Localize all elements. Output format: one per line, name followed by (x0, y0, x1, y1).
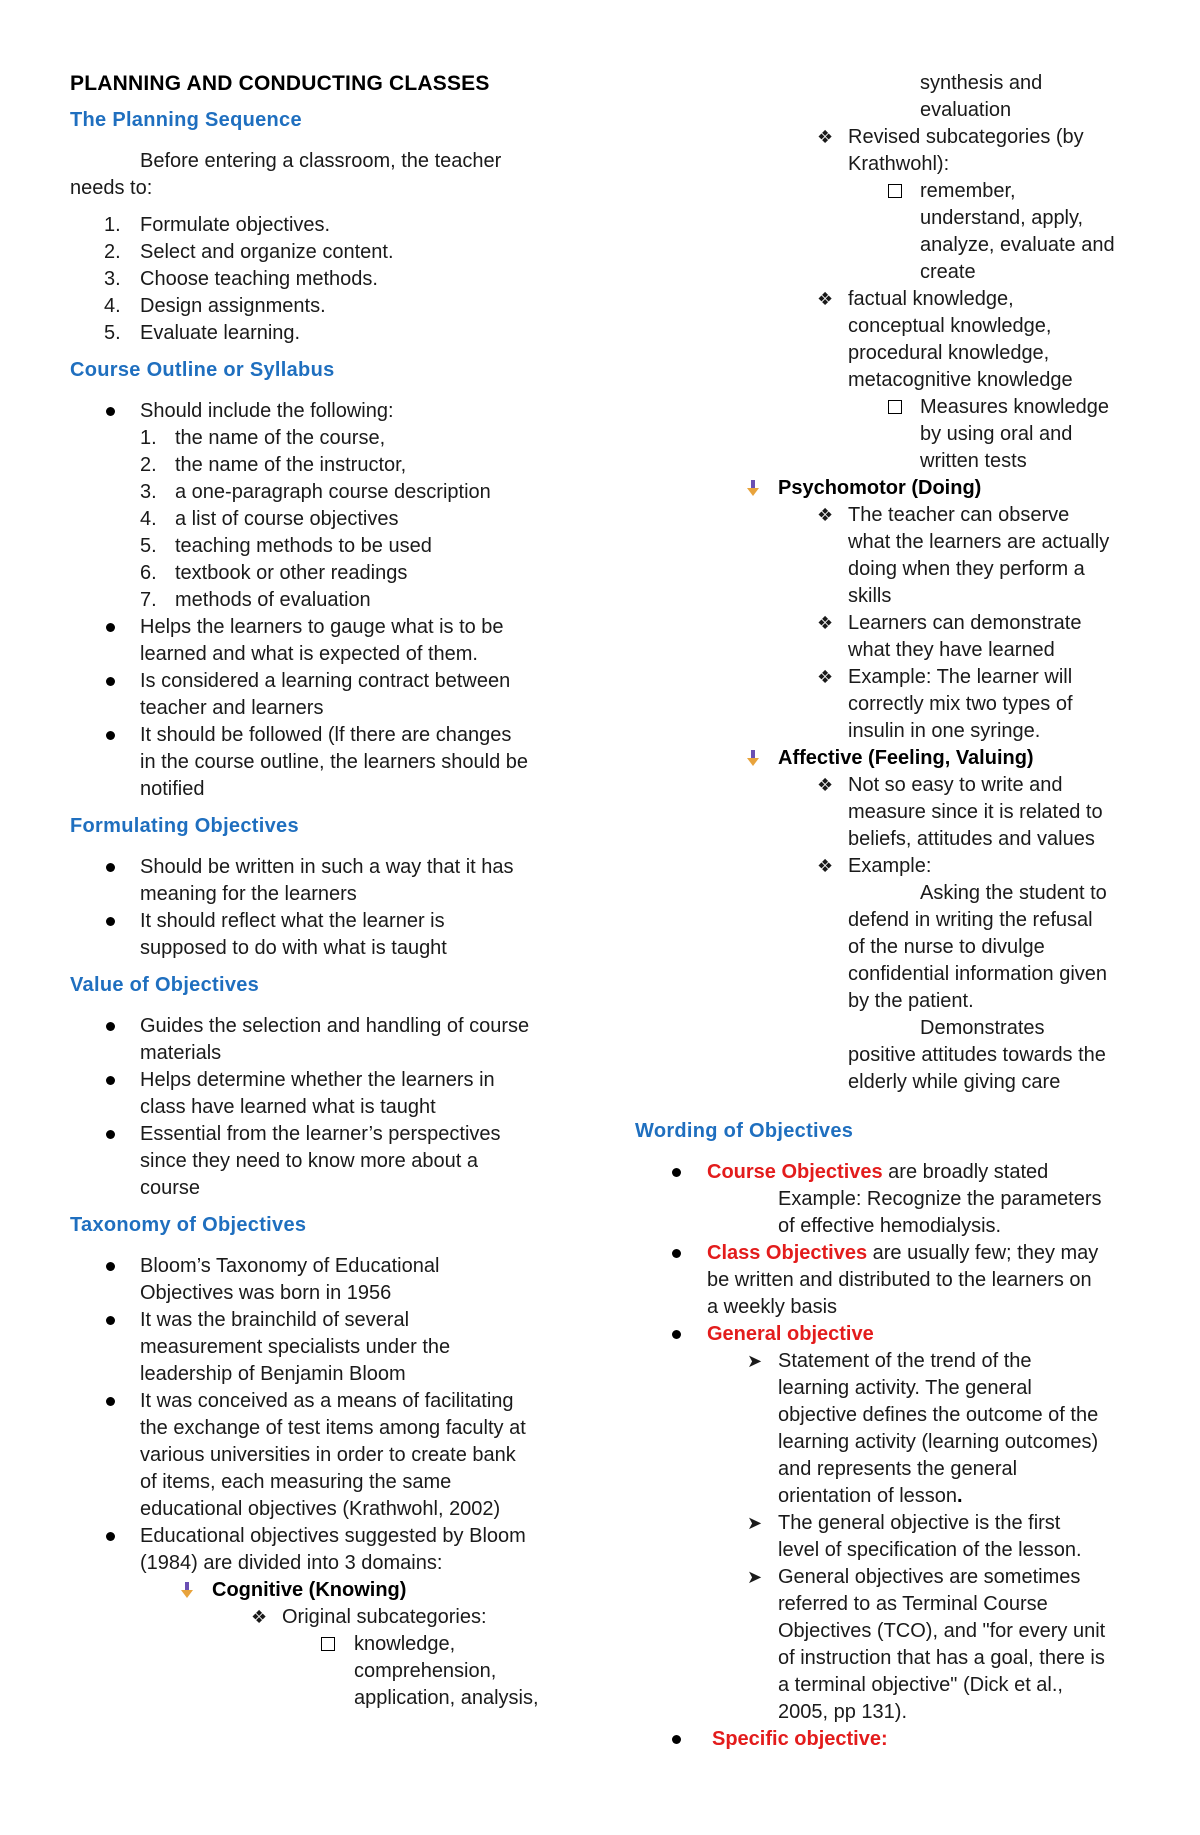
diamond-bullet-icon: ❖ (817, 775, 834, 795)
list-item: ➤ General objectives are sometimes referred to as Terminal Course Objectives (TCO), and "for every unit of instruction that has a goal, there is a terminal objective" (Dick et al., 2005, pp 131). (747, 1566, 1106, 1723)
page-title: PLANNING AND CONDUCTING CLASSES (70, 72, 490, 95)
down-arrow-icon (180, 1580, 194, 1600)
list-item: ❖ Learners can demonstrate what they have learned (817, 612, 1082, 661)
arrowhead-bullet-icon: ➤ (747, 1567, 763, 1587)
list-item: ➤ Statement of the trend of the learning activity. The general objective defines the outcome of the learning activity (learning outcomes) and represents the general orientation of lesson. (747, 1350, 1099, 1507)
arrowhead-bullet-icon: ➤ (747, 1351, 763, 1371)
domain-psychomotor: Psychomotor (Doing) (635, 475, 1145, 502)
heading-taxonomy: Taxonomy of Objectives (70, 1214, 307, 1236)
list-item: Bloom’s Taxonomy of Educational Objectives was born in 1956 (70, 1253, 590, 1307)
list-item: Class Objectives are usually few; they may be written and distributed to the learners on a weekly basis (635, 1240, 1145, 1321)
list-item: 4. a list of course objectives (140, 508, 399, 530)
diamond-bullet-icon: ❖ (817, 667, 834, 687)
list-item: Is considered a learning contract between teacher and learners (70, 668, 590, 722)
list-item: Measures knowledge by using oral and written tests (635, 394, 1145, 475)
list-item: Helps the learners to gauge what is to be learned and what is expected of them. (70, 614, 590, 668)
list-item: 4. Design assignments. (104, 295, 326, 317)
taxonomy-list (70, 1253, 590, 1712)
list-item: Educational objectives suggested by Bloom (1984) are divided into 3 domains: (70, 1523, 590, 1577)
diamond-bullet-icon: ❖ (817, 127, 834, 147)
heading-wording-of-objectives: Wording of Objectives (635, 1120, 854, 1142)
list-item: 6. textbook or other readings (140, 562, 408, 584)
arrowhead-bullet-icon: ➤ (747, 1513, 763, 1533)
list-item: 3. a one-paragraph course description (140, 481, 491, 503)
list-item: 1. the name of the course, (140, 427, 386, 449)
heading-value-of-objectives: Value of Objectives (70, 974, 260, 996)
list-item-continued: synthesis and evaluation (920, 72, 1043, 121)
checkbox-square-icon (888, 400, 902, 414)
left-column (70, 70, 590, 1712)
heading-syllabus: Course Outline or Syllabus (70, 359, 335, 381)
list-item: It was conceived as a means of facilitating the exchange of test items among faculty at various universities in order to create bank of items, each measuring the same educational objectives (Krathwohl, 2002) (70, 1388, 590, 1523)
list-item: 2. the name of the instructor, (140, 454, 407, 476)
checkbox-square-icon (321, 1637, 335, 1651)
list-item: ➤ The general objective is the first level of specification of the lesson. (747, 1512, 1082, 1561)
list-item: 5. Evaluate learning. (104, 322, 301, 344)
right-column (635, 70, 1145, 1753)
list-item: 7. methods of evaluation (140, 589, 371, 611)
list-item: ❖ Revised subcategories (by Krathwohl): (817, 126, 1084, 175)
down-arrow-icon (746, 748, 760, 768)
checkbox-square-icon (888, 184, 902, 198)
domain-affective: Affective (Feeling, Valuing) (635, 745, 1145, 772)
list-item: 5. teaching methods to be used (140, 535, 432, 557)
list-item: 2. Select and organize content. (104, 241, 394, 263)
list-item: ❖ Original subcategories: (70, 1604, 590, 1631)
syllabus-list (70, 398, 590, 803)
diamond-bullet-icon: ❖ (251, 1607, 268, 1627)
course-example: Example: Recognize the parameters of effective hemodialysis. (778, 1188, 1102, 1237)
list-item: It was the brainchild of several measurement specialists under the leadership of Benjamin Bloom (70, 1307, 590, 1388)
wording-list (635, 1159, 1145, 1753)
affective-example-text: Asking the student to defend in writing the refusal of the nurse to divulge confidential information given by the patient. Demonstrates positive attitudes towards the elderly while giving care (848, 882, 1108, 1093)
down-arrow-icon (746, 478, 760, 498)
diamond-bullet-icon: ❖ (817, 856, 834, 876)
diamond-bullet-icon: ❖ (817, 505, 834, 525)
list-item: General objective (635, 1321, 1145, 1348)
list-item: Should be written in such a way that it has meaning for the learners (70, 854, 590, 908)
formulating-list (70, 854, 590, 962)
list-item: Guides the selection and handling of course materials (70, 1013, 590, 1067)
planning-intro: Before entering a classroom, the teacher needs to: (70, 150, 502, 199)
list-item: ❖ Not so easy to write and measure since it is related to beliefs, attitudes and values (817, 774, 1103, 850)
value-list (70, 1013, 590, 1202)
list-item: ❖ Example: The learner will correctly mix two types of insulin in one syringe. (817, 666, 1073, 742)
list-item: remember, understand, apply, analyze, evaluate and create (635, 178, 1145, 286)
list-item: Helps determine whether the learners in class have learned what is taught (70, 1067, 590, 1121)
planning-steps-list (70, 212, 590, 347)
list-item: Specific objective: (635, 1726, 1145, 1753)
list-item: ❖ factual knowledge, conceptual knowledge, procedural knowledge, metacognitive knowledge (817, 288, 1073, 391)
diamond-bullet-icon: ❖ (817, 613, 834, 633)
list-item: Essential from the learner’s perspectives since they need to know more about a course (70, 1121, 590, 1202)
list-item: Should include the following: (70, 398, 590, 425)
heading-formulating-objectives: Formulating Objectives (70, 815, 299, 837)
list-item: ❖ The teacher can observe what the learners are actually doing when they perform a skills (817, 504, 1110, 607)
diamond-bullet-icon: ❖ (817, 289, 834, 309)
list-item: It should be followed (lf there are changes in the course outline, the learners should be notified (70, 722, 590, 803)
list-item: 3. Choose teaching methods. (104, 268, 378, 290)
list-item: 1. Formulate objectives. (104, 214, 331, 236)
list-item: It should reflect what the learner is supposed to do with what is taught (70, 908, 590, 962)
list-item: knowledge, comprehension, application, analysis, (70, 1631, 590, 1712)
domain-cognitive: Cognitive (Knowing) (70, 1577, 590, 1604)
list-item: ❖ Example: (635, 853, 1145, 880)
list-item: Course Objectives are broadly stated (635, 1159, 1145, 1186)
heading-planning-sequence: The Planning Sequence (70, 109, 302, 131)
